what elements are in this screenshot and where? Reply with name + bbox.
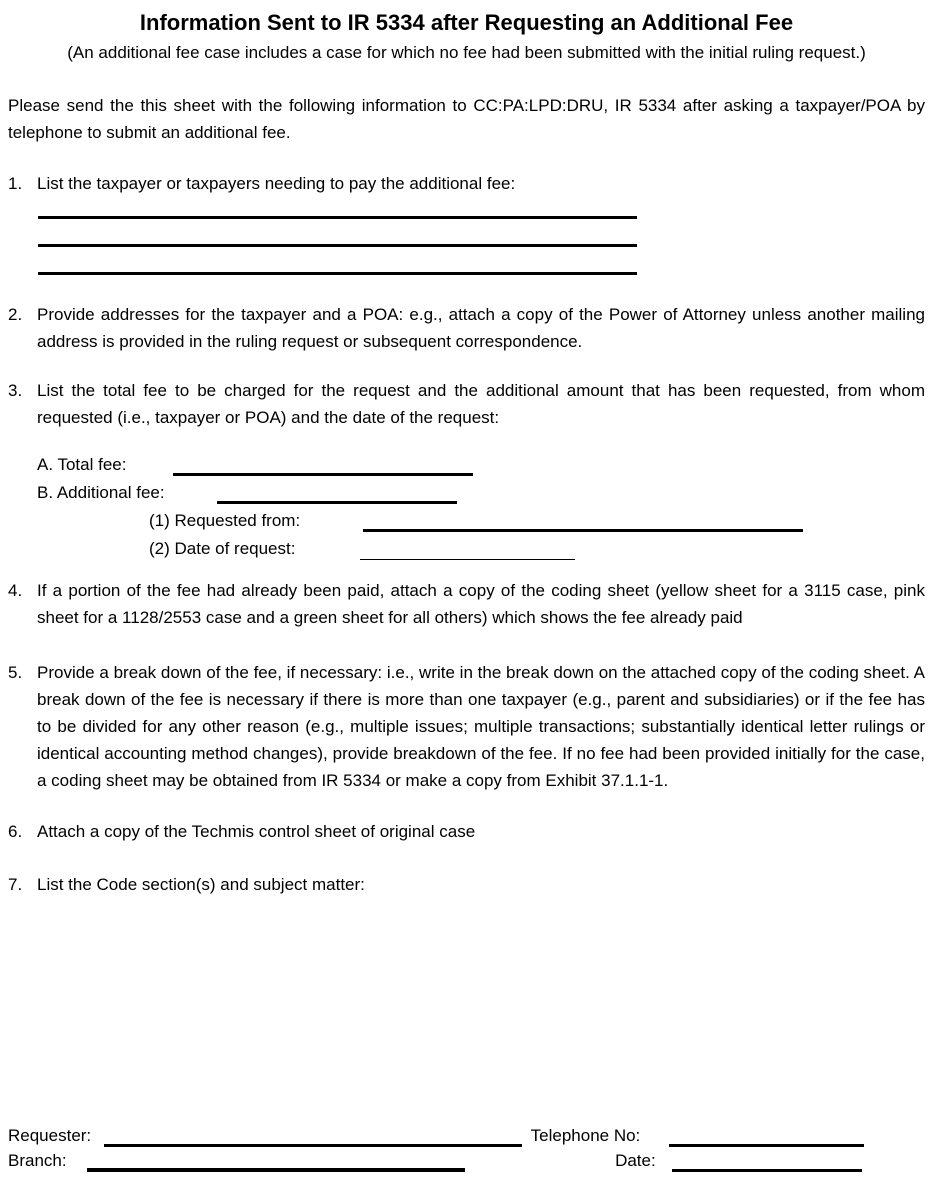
additional-fee-row [8,479,925,507]
total-fee-label: A. Total fee: [37,455,127,474]
date-of-request-input[interactable] [360,539,575,560]
taxpayer-line-3[interactable] [38,247,637,275]
date-of-request-row [8,535,925,563]
item-3 [8,377,925,431]
item-1-number: 1. [8,174,23,193]
item-6-number: 6. [8,822,23,841]
item-6-text: Attach a copy of the Techmis control sheet of original case [37,822,476,841]
item-2-text: Provide addresses for the taxpayer and a POA: e.g., attach a copy of the Power of Attorney unless another mailing address is provided in the ruling request or subsequent correspondence. [37,305,925,351]
date-label: Date: [615,1151,656,1170]
item-2-number: 2. [8,305,23,324]
taxpayer-line-1[interactable] [38,199,637,219]
branch-label: Branch: [8,1151,67,1170]
item-4-text: If a portion of the fee had already been paid, attach a copy of the coding sheet (yellow sheet for a 3115 case, pink sheet for a 1128/2553 case and a green sheet for all others) which shows the fee already paid [37,581,925,627]
taxpayer-line-2[interactable] [38,219,637,247]
item-1-text: List the taxpayer or taxpayers needing to pay the additional fee: [37,174,516,193]
item-6 [8,818,925,845]
item-4 [8,577,925,631]
document-title: Information Sent to IR 5334 after Requesting an Additional Fee [139,10,794,35]
item-5-text: Provide a break down of the fee, if necessary: i.e., write in the break down on the attached copy of the coding sheet. A break down of the fee is necessary if there is more than one taxpayer (e.g., parent and subsidiaries) or if the fee has to be divided for any other reason (e.g., multiple issues; multiple transactions; substantially identical letter rulings or identical accounting method changes), provide breakdown of the fee. If no fee had been provided initially for the case, a coding sheet may be obtained from IR 5334 or make a copy from Exhibit 37.1.1-1. [37,663,925,790]
date-of-request-label: (2) Date of request: [149,539,296,558]
item-1 [8,170,925,197]
telephone-label: Telephone No: [530,1126,641,1145]
additional-fee-input[interactable] [217,481,457,504]
item-3-text: List the total fee to be charged for the request and the additional amount that has been requested, from whom requested (i.e., taxpayer or POA) and the date of the request: [37,381,925,427]
item-7-number: 7. [8,875,23,894]
fee-fields [8,451,925,563]
requester-input[interactable] [104,1124,522,1147]
branch-date-row [8,1148,925,1173]
telephone-input[interactable] [669,1124,864,1147]
branch-input[interactable] [87,1148,465,1172]
total-fee-input[interactable] [173,453,473,476]
requested-from-row [8,507,925,535]
total-fee-row [8,451,925,479]
signature-block [8,1124,925,1173]
requester-telephone-row [8,1124,925,1148]
document-subtitle: (An additional fee case includes a case for which no fee had been submitted with the initial ruling request.) [67,43,866,62]
item-4-number: 4. [8,581,23,600]
requested-from-label: (1) Requested from: [149,511,301,530]
requested-from-input[interactable] [363,509,803,532]
item-2 [8,301,925,355]
item-5 [8,659,925,794]
taxpayer-write-in-lines [8,199,925,275]
item-3-number: 3. [8,381,23,400]
additional-fee-label: B. Additional fee: [37,483,165,502]
date-input[interactable] [672,1149,862,1172]
item-5-number: 5. [8,663,23,682]
intro-paragraph: Please send the this sheet with the following information to CC:PA:LPD:DRU, IR 5334 after asking a taxpayer/POA by telephone to submit an additional fee. [8,96,925,142]
requester-label: Requester: [8,1126,92,1145]
item-7-text: List the Code section(s) and subject matter: [37,875,365,894]
item-7 [8,871,925,898]
